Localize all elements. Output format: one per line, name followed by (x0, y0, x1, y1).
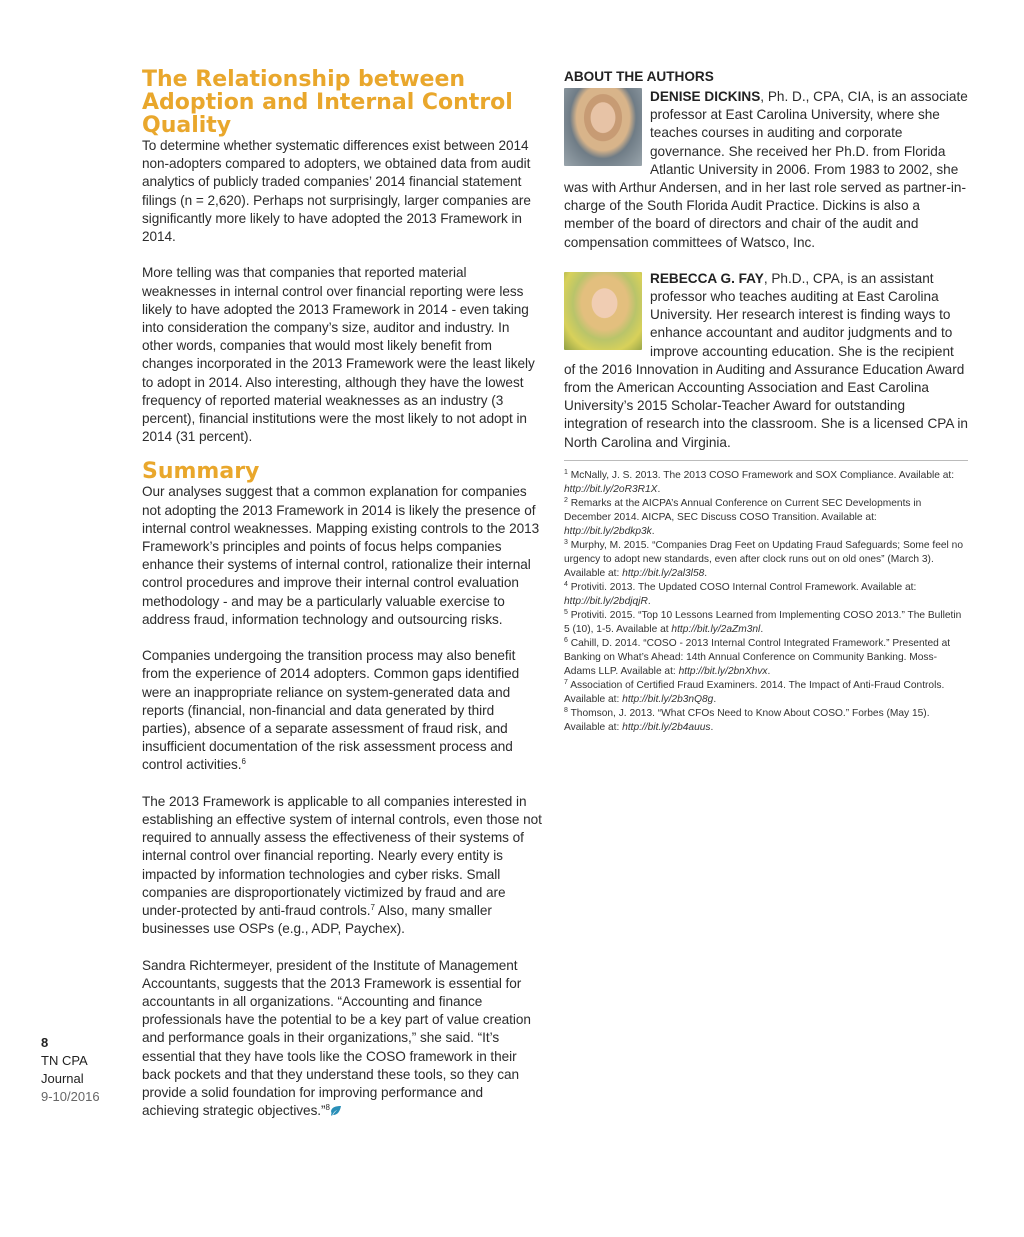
author-photo-fay (564, 272, 642, 350)
footnote (564, 637, 968, 679)
author-bio-text-dickins: , Ph. D., CPA, CIA, is an associate professor at East Carolina University, where she teaches courses in auditing and corporate governance. She received her Ph.D. from Florida Atlantic University in 2006. From 1983 to 2002, she was with Arthur Andersen, and in her last role served as partner-in-charge of the South Florida Audit Practice. Dickins is also a member of the board of directors and chair of the audit and compensation committees of Watsco, Inc. (564, 89, 968, 250)
footnote (564, 581, 968, 609)
paragraph-6-text: Sandra Richtermeyer, president of the Institute of Management Accountants, suggests that the 2013 Framework is essential for accountants in all organizations. “Accounting and finance professionals have the potential to be a key part of value creation and performance goals in their organizations,” she said. “It’s essential that they have tools like the COSO framework in their back pockets and that they understand these tools, so they can provide a solid foundation for improving performance and achieving strategic objectives.” (142, 957, 531, 1119)
footnote-text: Cahill, D. 2014. “COSO - 2013 Internal Control Integrated Framework.” Presented at Banking on What’s Ahead: 14th Annual Conference on Community Banking. Moss-Adams LLP. Available at: (564, 637, 951, 677)
footnote-number: 8 (564, 706, 568, 714)
article-paragraph-5 (142, 793, 542, 939)
paragraph-5-tail: Also, many smaller businesses use OSPs (e.g., ADP, Paychex). (142, 903, 492, 937)
footnote-link[interactable]: http://bit.ly/2bdjqjR (564, 595, 648, 607)
footnote-number: 6 (564, 636, 568, 644)
footnote-number: 1 (564, 468, 568, 476)
sidebar-column (564, 68, 968, 735)
footnote-link[interactable]: http://bit.ly/2b4auus (622, 721, 711, 733)
footnote-ref-7: 7 (370, 903, 375, 913)
author-name-fay: REBECCA G. FAY (650, 270, 764, 286)
footnote-text: McNally, J. S. 2013. The 2013 COSO Framework and SOX Compliance. Available at: (570, 469, 955, 481)
section-heading-adoption: The Relationship between Adoption and Internal Control Quality (142, 67, 513, 138)
footnote (564, 469, 968, 497)
footnote-end: . (657, 483, 661, 495)
issue-date: 9-10/2016 (41, 1089, 100, 1104)
paragraph-5-text: The 2013 Framework is applicable to all companies interested in establishing an effective system of internal controls, even those not required to annually assess the effectiveness of their systems of internal control over financial reporting. Nearly every entity is impacted by information technologies and cyber risks. Small companies are disproportionately victimized by fraud and are under-protected by anti-fraud controls. (142, 793, 542, 919)
section-heading-summary: Summary (142, 459, 260, 485)
article-paragraph-2: More telling was that companies that reported material weaknesses in internal control over financial reporting were less likely to have adopted the 2013 Framework in 2014 - even taking into consideration the company’s size, auditor and industry. In other words, companies that would most likely benefit from changes incorporated in the 2013 Framework were the least likely to adopt in 2014. Also interesting, although they have the lowest frequency of reported material weaknesses as an industry (3 percent), financial institutions were the most likely to not adopt in 2014 (31 percent). (142, 265, 535, 445)
footnote-link[interactable]: http://bit.ly/2aZm3nl (671, 623, 761, 635)
author-photo-dickins (564, 88, 642, 166)
journal-name-line1: TN CPA (41, 1053, 88, 1068)
footnote-link[interactable]: http://bit.ly/2bdkp3k (564, 525, 652, 537)
article-paragraph-6 (142, 957, 542, 1121)
page-number: 8 (41, 1035, 49, 1050)
footnote (564, 707, 968, 735)
footnote-number: 5 (564, 608, 568, 616)
footnote (564, 497, 968, 539)
footnote-end: . (704, 567, 708, 579)
footnote-ref-8: 8 (325, 1103, 330, 1113)
footnote-text: Remarks at the AICPA’s Annual Conference on Current SEC Developments in December 2014. AICPA, SEC Discuss COSO Transition. Available at: (564, 497, 922, 523)
footnote-number: 7 (564, 678, 568, 686)
footnote (564, 609, 968, 637)
footnote-link[interactable]: http://bit.ly/2oR3R1X (564, 483, 658, 495)
footnote-text: Thomson, J. 2013. “What CFOs Need to Know About COSO.” Forbes (May 15). Available at: (564, 707, 930, 733)
footnote-link[interactable]: http://bit.ly/2al3l58 (622, 567, 705, 579)
article-paragraph-3: Our analyses suggest that a common explanation for companies not adopting the 2013 Framework in 2014 is likely the presence of internal control weaknesses. Mapping existing controls to the 2013 Framework’s principles and points of focus helps companies enhance their systems of internal control, rationalize their internal control procedures and improve their internal control evaluation methodology - and may be a particularly valuable exercise to address fraud, information technology and outsourcing risks. (142, 484, 540, 627)
footnote-text: Protiviti. 2013. The Updated COSO Internal Control Framework. Available at: (570, 581, 917, 593)
footnote-end: . (767, 665, 771, 677)
footnote-end: . (647, 595, 651, 607)
footnote (564, 539, 968, 581)
footnote-ref-6: 6 (241, 757, 246, 767)
article-paragraph-4 (142, 647, 542, 774)
footnote-link[interactable]: http://bit.ly/2bnXhvx (678, 665, 768, 677)
author-name-dickins: DENISE DICKINS (650, 89, 761, 104)
about-authors-title: ABOUT THE AUTHORS (564, 69, 714, 84)
article-column (142, 68, 542, 1121)
page-folio (41, 1034, 131, 1106)
footnote-number: 2 (564, 496, 568, 504)
journal-name-line2: Journal (41, 1071, 84, 1086)
footnote-number: 3 (564, 538, 568, 546)
article-paragraph-1: To determine whether systematic differences exist between 2014 non-adopters compared to adopters, we obtained data from audit analytics of publicly traded companies’ 2014 financial statement filings (n = 2,620). Perhaps not surprisingly, larger companies are significantly more likely to have adopted the 2013 Framework in 2014. (142, 138, 531, 245)
footnote-text: Protiviti. 2015. “Top 10 Lessons Learned from Implementing COSO 2013.” The Bulletin 5 (10), 1-5. Available at (564, 609, 962, 635)
leaf-icon (330, 1104, 342, 1116)
footnote-link[interactable]: http://bit.ly/2b3nQ8g (622, 693, 714, 705)
footnotes-list (564, 469, 968, 735)
footnote (564, 679, 968, 707)
footnote-number: 4 (564, 580, 568, 588)
footnote-end: . (760, 623, 764, 635)
footnote-end: . (710, 721, 714, 733)
footnote-text: Association of Certified Fraud Examiners. 2014. The Impact of Anti-Fraud Controls. Available at: (564, 679, 945, 705)
paragraph-4-text: Companies undergoing the transition process may also benefit from the experience of 2014 adopters. Common gaps identified were an inappropriate reliance on system-generated data and reports (financial, non-financial and data generated by third parties), absence of a separate assessment of fraud risk, and insufficient documentation of the risk assessment process and control activities. (142, 648, 520, 773)
footnote-text: Murphy, M. 2015. “Companies Drag Feet on Updating Fraud Safeguards; Some feel no urgency to adopt new standards, even after clock runs out on old ones” (March 3). Available at: (564, 539, 963, 579)
footnote-divider (564, 460, 968, 461)
footnote-end: . (713, 693, 717, 705)
footnote-end: . (651, 525, 655, 537)
author-bio-text-fay: , Ph.D., CPA, is an assistant professor who teaches auditing at East Carolina University. Her research interest is finding ways to enhance accountant and auditor judgments and to improve accounting education. She is the recipient of the 2016 Innovation in Auditing and Assurance Education Award from the American Accounting Association and East Carolina University’s 2015 Scholar-Teacher Award for outstanding integration of research into the classroom. She is a licensed CPA in North Carolina and Virginia. (564, 270, 968, 450)
